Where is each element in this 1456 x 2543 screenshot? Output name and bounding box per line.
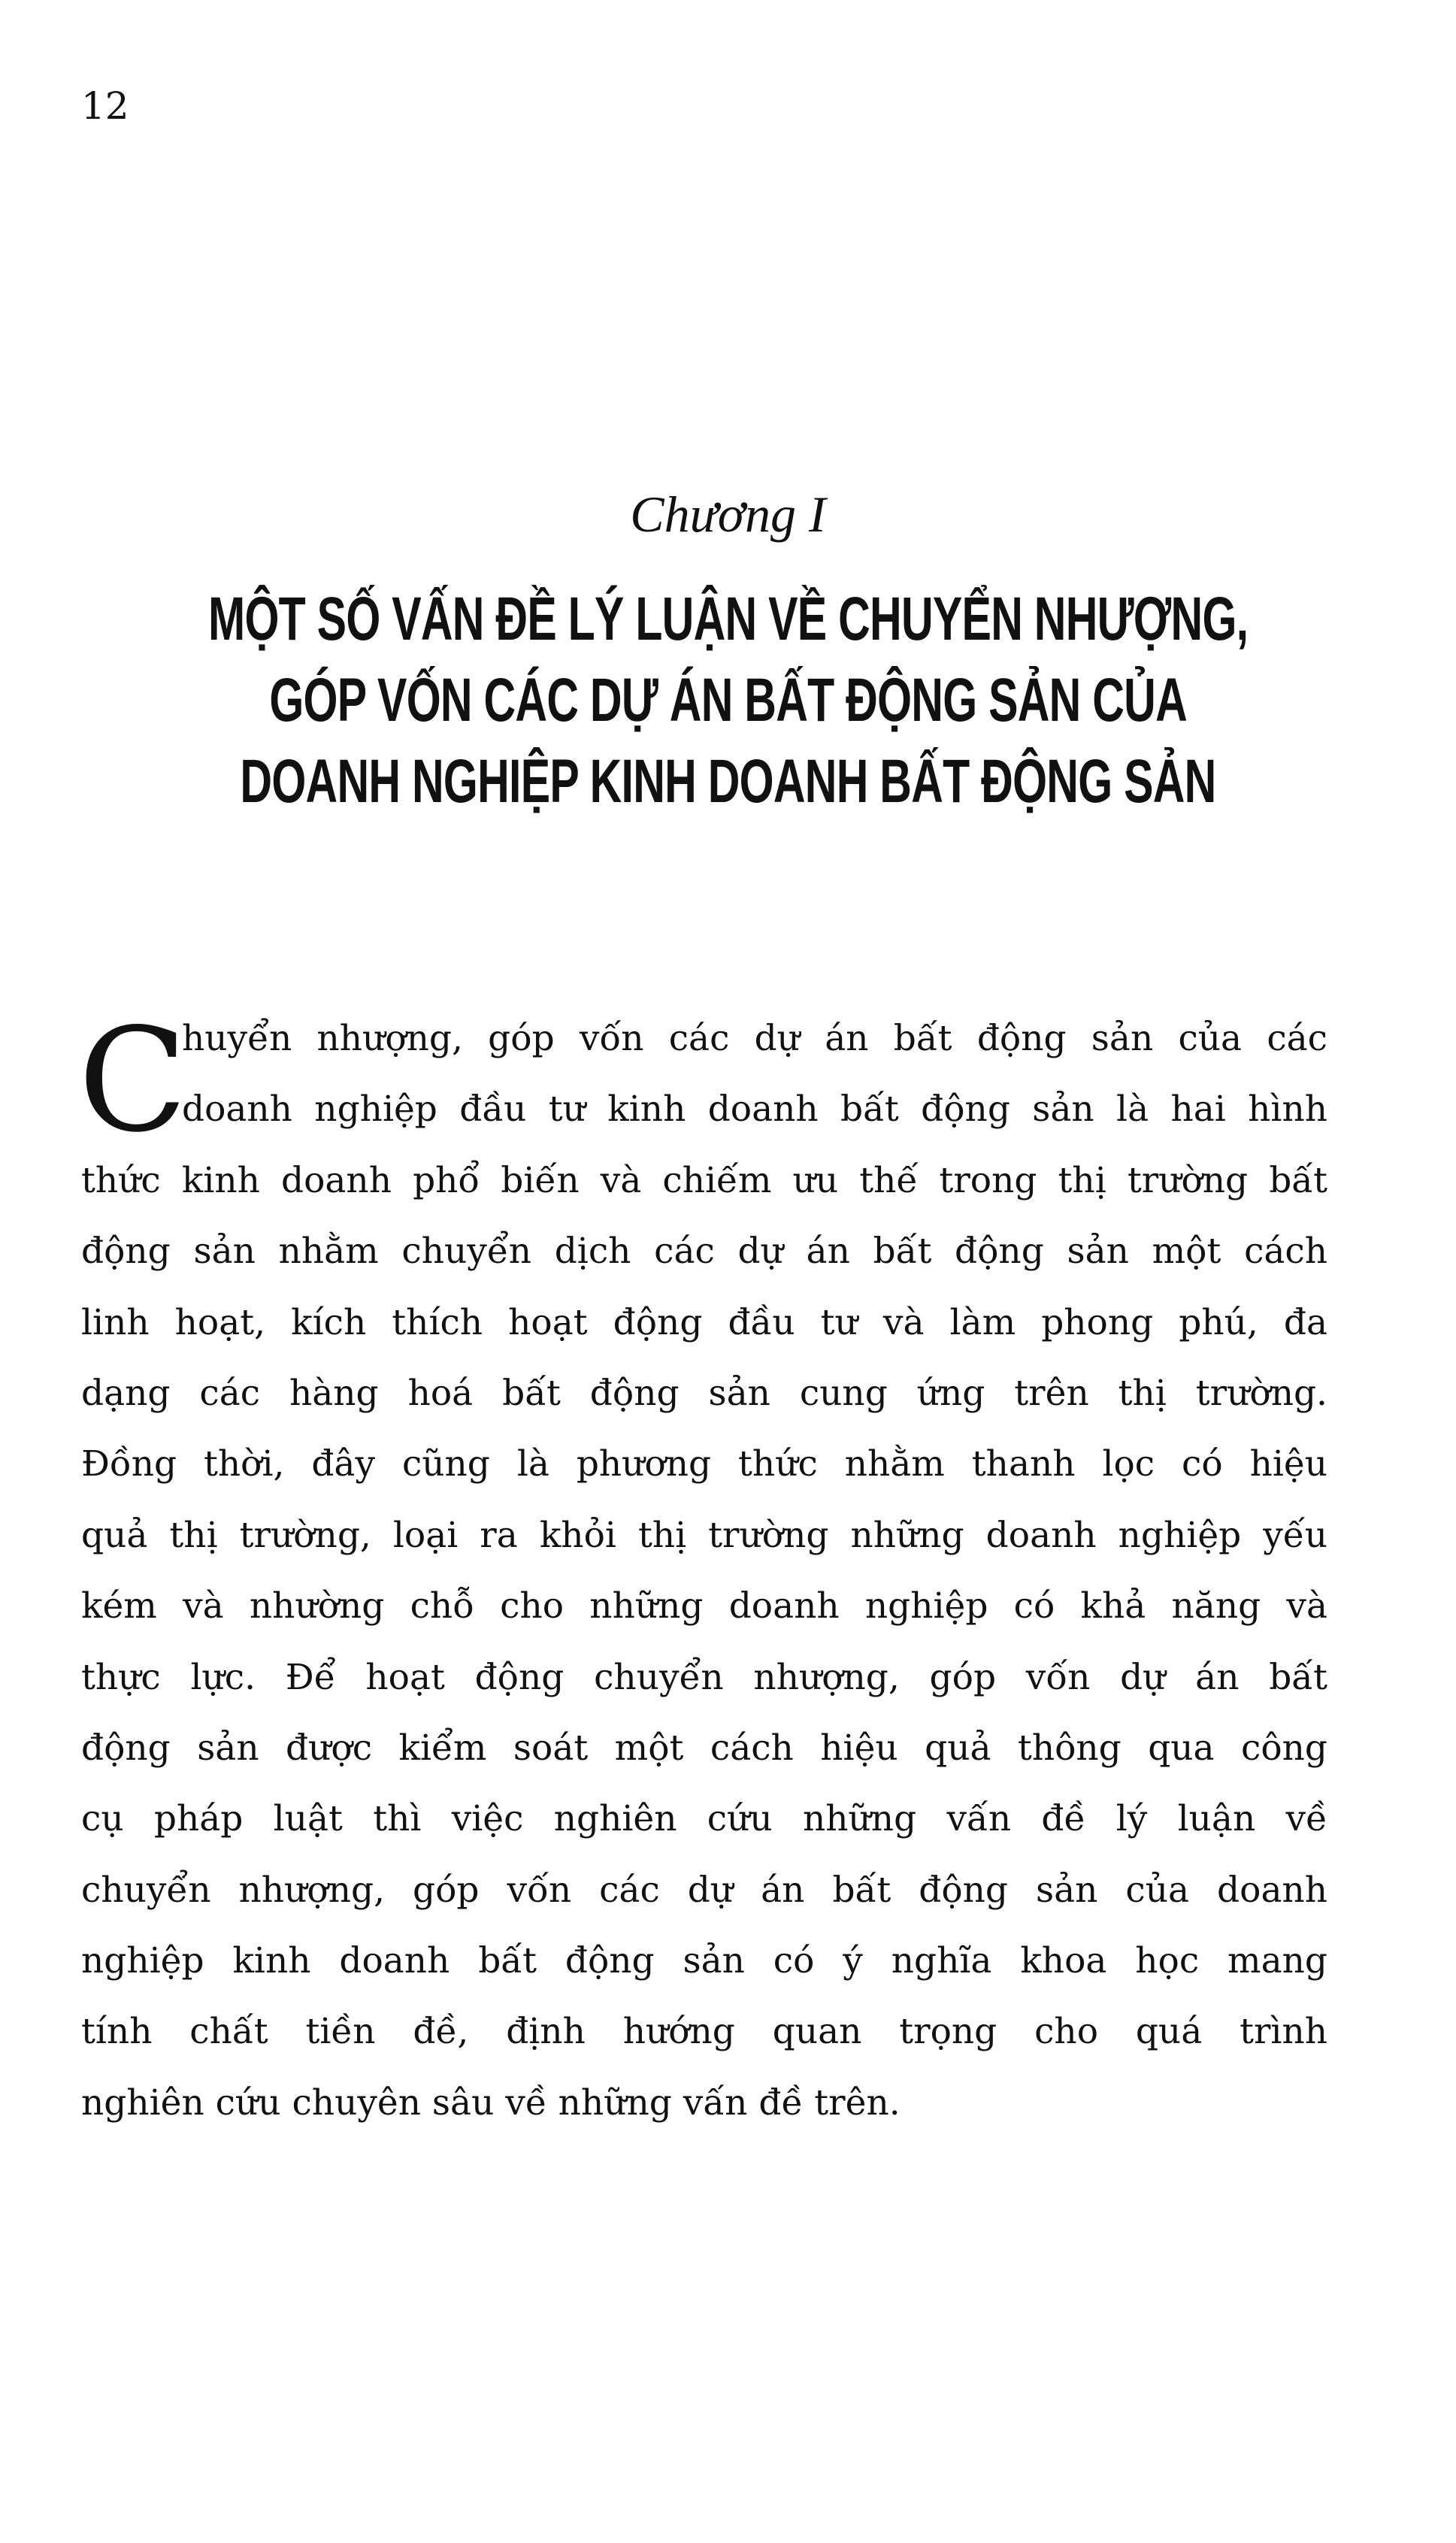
body-paragraph <box>78 998 1327 2139</box>
chapter-title-line: GÓP VỐN CÁC DỰ ÁN BẤT ĐỘNG SẢN CỦA <box>269 666 1187 734</box>
text-line: Đồng thời, đây cũng là phương thức nhằm thanh lọc có hiệu <box>81 1443 1327 1485</box>
text-line: động sản nhằm chuyển dịch các dự án bất động sản một cách <box>81 1231 1327 1273</box>
text-line: chuyển nhượng, góp vốn các dự án bất động sản của doanh <box>81 1869 1327 1911</box>
text-line: nghiên cứu chuyên sâu về những vấn đề trên. <box>81 2081 901 2124</box>
chapter-title-line: DOANH NGHIỆP KINH DOANH BẤT ĐỘNG SẢN <box>240 747 1216 816</box>
chapter-title-line: MỘT SỐ VẤN ĐỀ LÝ LUẬN VỀ CHUYỂN NHƯỢNG, <box>207 585 1249 653</box>
text-line: dạng các hàng hoá bất động sản cung ứng trên thị trường. <box>81 1372 1327 1414</box>
text-line: doanh nghiệp đầu tư kinh doanh bất động sản là hai hình <box>182 1088 1327 1131</box>
text-line: kém và nhường chỗ cho những doanh nghiệp có khả năng và <box>81 1585 1327 1627</box>
text-line: cụ pháp luật thì việc nghiên cứu những vấn đề lý luận về <box>81 1798 1327 1840</box>
text-line: tính chất tiền đề, định hướng quan trọng cho quá trình <box>81 2011 1327 2053</box>
drop-cap: C <box>78 998 188 1164</box>
text-line: quả thị trường, loại ra khỏi thị trường những doanh nghiệp yếu <box>81 1514 1327 1556</box>
text-line: động sản được kiểm soát một cách hiệu quả thông qua công <box>81 1727 1327 1769</box>
chapter-title <box>0 579 1456 822</box>
text-line: nghiệp kinh doanh bất động sản có ý nghĩa khoa học mang <box>81 1940 1327 1982</box>
chapter-label: Chương I <box>630 486 826 543</box>
text-line: thực lực. Để hoạt động chuyển nhượng, góp vốn dự án bất <box>81 1656 1327 1698</box>
page-number: 12 <box>81 84 129 128</box>
text-line: thức kinh doanh phổ biến và chiếm ưu thế trong thị trường bất <box>81 1159 1327 1201</box>
text-line: huyển nhượng, góp vốn các dự án bất động sản của các <box>182 1018 1327 1059</box>
text-line: linh hoạt, kích thích hoạt động đầu tư và làm phong phú, đa <box>81 1301 1327 1343</box>
